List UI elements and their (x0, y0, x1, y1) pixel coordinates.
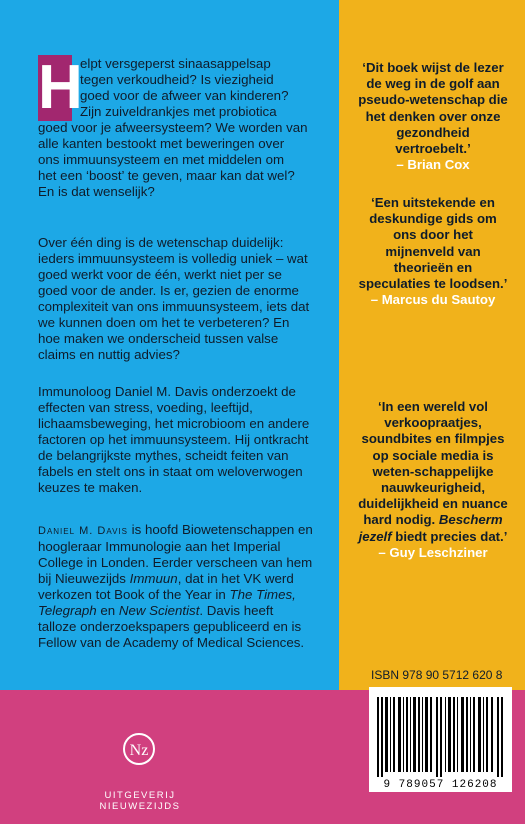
quote-text: ‘Dit boek wijst de lezer de weg in de golf aan pseudo-wetenschap die het denken over onze gezondheid vertroebelt.’ (358, 60, 508, 157)
publisher-name: UITGEVERIJ NIEUWEZIJDS (99, 790, 181, 812)
bio-text: . Davis heeft talloze onderzoekspapers gepubliceerd en is Fellow van de Academy of Medical Sciences. (38, 603, 305, 651)
quote-text-part: biedt precies dat.’ (391, 528, 508, 544)
bio-text: is hoofd Biowetenschappen en hoogleraar Immunologie aan het Imperial College in Londen. Eerder verscheen van hem bij Nieuwezijds (38, 522, 313, 587)
blurb-line: elpt versgeperst sinaasappelsap (80, 56, 271, 71)
quote-author: – Brian Cox (396, 157, 470, 173)
author-name: Daniel M. Davis (38, 525, 128, 538)
quote-author: – Marcus du Sautoy (370, 292, 496, 308)
quote-text: ‘Een uitstekende en deskundige gids om ons door het mijnenveld van theorieën en speculaties te loodsen.’ (358, 195, 508, 292)
quote-text-part: ‘In een wereld vol verkoopraatjes, soundbites en filmpjes op sociale media is weten-schappelijke nauwkeurigheid, duidelijkheid en nuance hard nodig. (358, 399, 508, 528)
blurb-line: alle kanten bestookt met beweringen over (38, 136, 285, 151)
barcode (369, 687, 512, 792)
quote-text (358, 399, 508, 545)
drop-cap: H (38, 53, 83, 122)
blurb-line: het een ‘boost’ te geven, maar kan dat wel? (38, 168, 295, 183)
bio-book-title: Immuun (129, 571, 178, 587)
quote-author: – Guy Leschziner (378, 544, 488, 560)
blurb-paragraph-1 (38, 53, 313, 200)
blurb-paragraph-3: Immunoloog Daniel M. Davis onderzoekt de effecten van stress, voeding, leeftijd, lichaamsbeweging, het microbioom en andere factoren op het immuunsysteem. Hij ontkracht de belangrijkste mythes, scheidt feiten van fabels en stelt ons in staat om weloverwogen keuzes te maken. (38, 384, 310, 496)
quote-3 (358, 399, 508, 561)
isbn-label: ISBN 978 90 5712 620 8 (371, 668, 503, 682)
bio-publication: The Times, Telegraph (38, 587, 296, 619)
blurb-line: ons immuunsysteem en met middelen om (38, 152, 285, 167)
barcode-bars (375, 697, 506, 777)
barcode-digits: 9 789057 126208 (383, 779, 498, 791)
publisher-logo: Nz (123, 733, 155, 765)
bio-text: en (96, 603, 119, 619)
blurb-line: tegen verkoudheid? Is viezigheid (80, 72, 274, 87)
author-bio (38, 522, 313, 651)
blurb-line: goed voor de afweer van kinderen? (80, 88, 289, 103)
bio-publication: New Scientist (118, 603, 200, 619)
blurb-line: Zijn zuiveldrankjes met probiotica (80, 104, 277, 119)
blurb-line: goed voor je afweersysteem? We worden van (38, 120, 308, 135)
bio-text: , dat in het VK werd verkozen tot Book of the Year in (38, 571, 294, 603)
quote-1 (358, 60, 508, 173)
quote-2 (358, 195, 508, 308)
quote-book-title: Bescherm jezelf (358, 512, 503, 544)
blurb-paragraph-2: Over één ding is de wetenschap duidelijk: ieders immuunsysteem is volledig uniek – wat goed werkt voor de één, werkt niet per se goed voor de ander. Is er, gezien de enorme complexiteit van ons immuunsysteem, iets dat we kunnen doen om het te verbeteren? En hoe maken we onderscheid tussen valse claims en nuttig advies? (38, 235, 310, 363)
blurb-line: En is dat wenselijk? (38, 184, 155, 199)
